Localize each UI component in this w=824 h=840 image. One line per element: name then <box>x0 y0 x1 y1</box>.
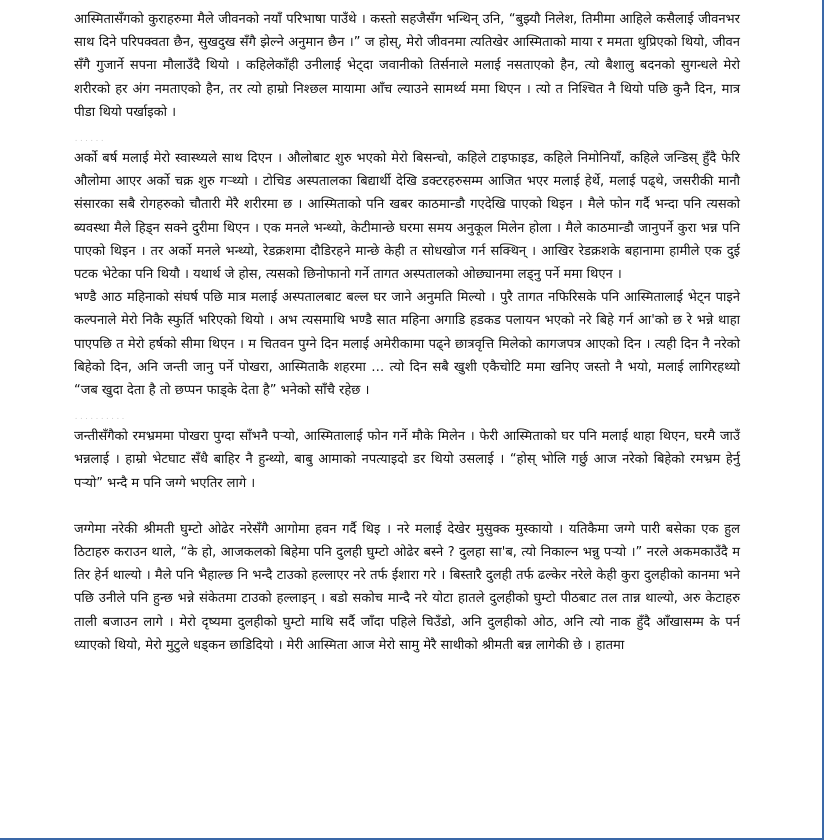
section-separator: .......... <box>74 413 127 422</box>
paragraph-2: अर्को बर्ष मलाई मेरो स्वास्थ्यले साथ दिएन । औलोबाट शुरु भएको मेरो बिसन्चो, कहिले टाइफाइड, कहिले निमोनियाँ, कहिले जन्डिस् हुँदै फेरि औलोमा आएर अर्को चक्र शुरु गर्‍थ्यो । टोचिड अस्पतालका बिद्यार्थी देखि डक्टरहरुसम्म आजित भएर मलाई हेर्थे, मलाई पढ्थे, जसरीकी मानौ संसारका सबै रोगहरुको चौतारी मेरै शरीरमा छ । आस्मिताको पनि खबर काठमान्डौ गएदेखि पाएको थिइन । मैले फोन गर्दै भन्दा पनि त्यसको ब्यवस्था मैले हिड्न सक्ने दुरीमा थिएन । एक मनले भन्थ्यो, केटीमान्छे घरमा समय अनुकूल मिलेन होला । मैले काठमान्डौ जानुपर्ने कुरा भन्न पनि पाएको थिइन । तर अर्को मनले भन्थ्यो, रेडक्रशमा दौडिरहने मान्छे केही त सोधखोज गर्न सक्थिन् । आखिर रेडक्रशके बहानामा हामीले एक दुई पटक भेटेका पनि थियौ । यथार्थ जे होस, त्यसको छिनोफानो गर्ने तागत अस्पतालको ओछ्यानमा लड्नु पर्ने ममा थिएन । <box>74 151 740 283</box>
paragraph-4: जन्तीसँगैको रमभ्रममा पोखरा पुग्दा साँभनै पर्‍यो, आस्मितालाई फोन गर्ने मौके मिलेन । फेरी आस्मिताको घर पनि मलाई थाहा थिएन, घरमै जाउँ भन्नलाई । हाम्रो भेटघाट सँधै बाहिर नै हुन्थ्यो, बाबु आमाको नपत्याइदो डर थियो उसलाई । “होस् भोलि गर्छु आज नरेको बिहेको रमभ्रम हेर्नु पर्‍यो” भन्दै म पनि जग्गे भएतिर लागे । <box>74 429 740 491</box>
section-separator: ...... <box>74 135 106 144</box>
story-text <box>74 8 740 657</box>
paragraph-5: जग्गेमा नरेकी श्रीमती घुम्टो ओढेर नरेसँगै आगोमा हवन गर्दै थिइ । नरे मलाई देखेर मुसुक्क मुस्कायो । यतिकैमा जग्गे पारी बसेका एक हुल ठिटाहरु कराउन थाले, “के हो, आजकलको बिहेमा पनि दुलही घुम्टो ओढेर बस्ने ? दुलहा सा'ब, त्यो निकाल्न भन्नु पर्‍यो ।” नरले अकमकाउँदै म तिर हेर्न थाल्यो । मैले पनि भैहाल्छ नि भन्दै टाउको हल्लाएर नरे तर्फ ईशारा गरे । बिस्तारै दुलही तर्फ ढल्केर नरेले केही कुरा दुलहीको कानमा भने पछि उनीले पनि हुन्छ भन्ने संकेतमा टाउको हल्लाइन् । बडो सकोच मान्दै नरे योटा हातले दुलहीको घुम्टो पीठबाट तल तान्न थाल्यो, अरु केटाहरु ताली बजाउन लागे । मेरो दृष्यमा दुलहीको घुम्टो माथि सर्दै जाँदा पहिले चिउँडो, अनि दुलहीको ओठ, अनि त्यो नाक हुँदै आँखासम्म के पर्न ध्याएको थियो, मेरो मुटुले धड्कन छाडिदियो । मेरी आस्मिता आज मेरो सामु मेरै साथीको श्रीमती बन्न लागेकी छे । हातमा <box>74 521 740 653</box>
paragraph-3: भण्डै आठ महिनाको संघर्ष पछि मात्र मलाई अस्पतालबाट बल्ल घर जाने अनुमति मिल्यो । पुरै तागत नफिरिसके पनि आस्मितालाई भेट्न पाइने कल्पनाले मेरो निकै स्फुर्ति भरिएको थियो । अभ त्यसमाथि भण्डै सात महिना अगाडि हडकड पलायन भएको नरे बिहे गर्न आ'को छ रे भन्ने थाहा पाएपछि त मेरो हर्षको सीमा थिएन । म चितवन पुग्ने दिन मलाई अमेरीकामा पढ्ने छात्रवृत्ति मिलेको कागजपत्र आएको दिन । त्यही दिन नै नरेको बिहेको दिन, अनि जन्ती जानु पर्ने पोखरा, आस्मिताकै शहरमा … त्यो दिन सबै खुशी एकैचोटि ममा खनिए जस्तो नै भयो, मलाई लागिरहथ्यो “जब खुदा देता है तो छप्पन फाड्के देता है” भनेको साँचै रहेछ । <box>74 290 740 399</box>
paragraph-1: आस्मितासँगको कुराहरुमा मैले जीवनको नयाँ परिभाषा पाउँथे । कस्तो सहजैसँग भन्थिन् उनि, “बुझ्यौ निलेश, तिमीमा आहिले कसैलाई जीवनभर साथ दिने परिपक्वता छैन, सुखदुख सँगै झेल्ने अनुमान छैन ।” ज होस्, मेरो जीवनमा त्यतिखेर आस्मिताको माया र ममता थुप्रिएको थियो, जीवन सँगै गुजार्ने सपना मौलाउँदै थियो । कहिलेकाँही उनीलाई भेट्दा जवानीको तिर्सनाले मलाई नसताएको हैन, त्यो बैशालु बदनको सुगन्धले मेरो शरीरको हर अंग नमताएको हैन, तर त्यो हाम्रो निश्छल मायामा आँच ल्याउने सामर्थ्य ममा थिएन । त्यो त निश्चित नै थियो पछि कुनै दिन, मात्र पीडा थियो पर्खाइको । <box>74 12 740 120</box>
paragraph-gap <box>74 495 740 518</box>
